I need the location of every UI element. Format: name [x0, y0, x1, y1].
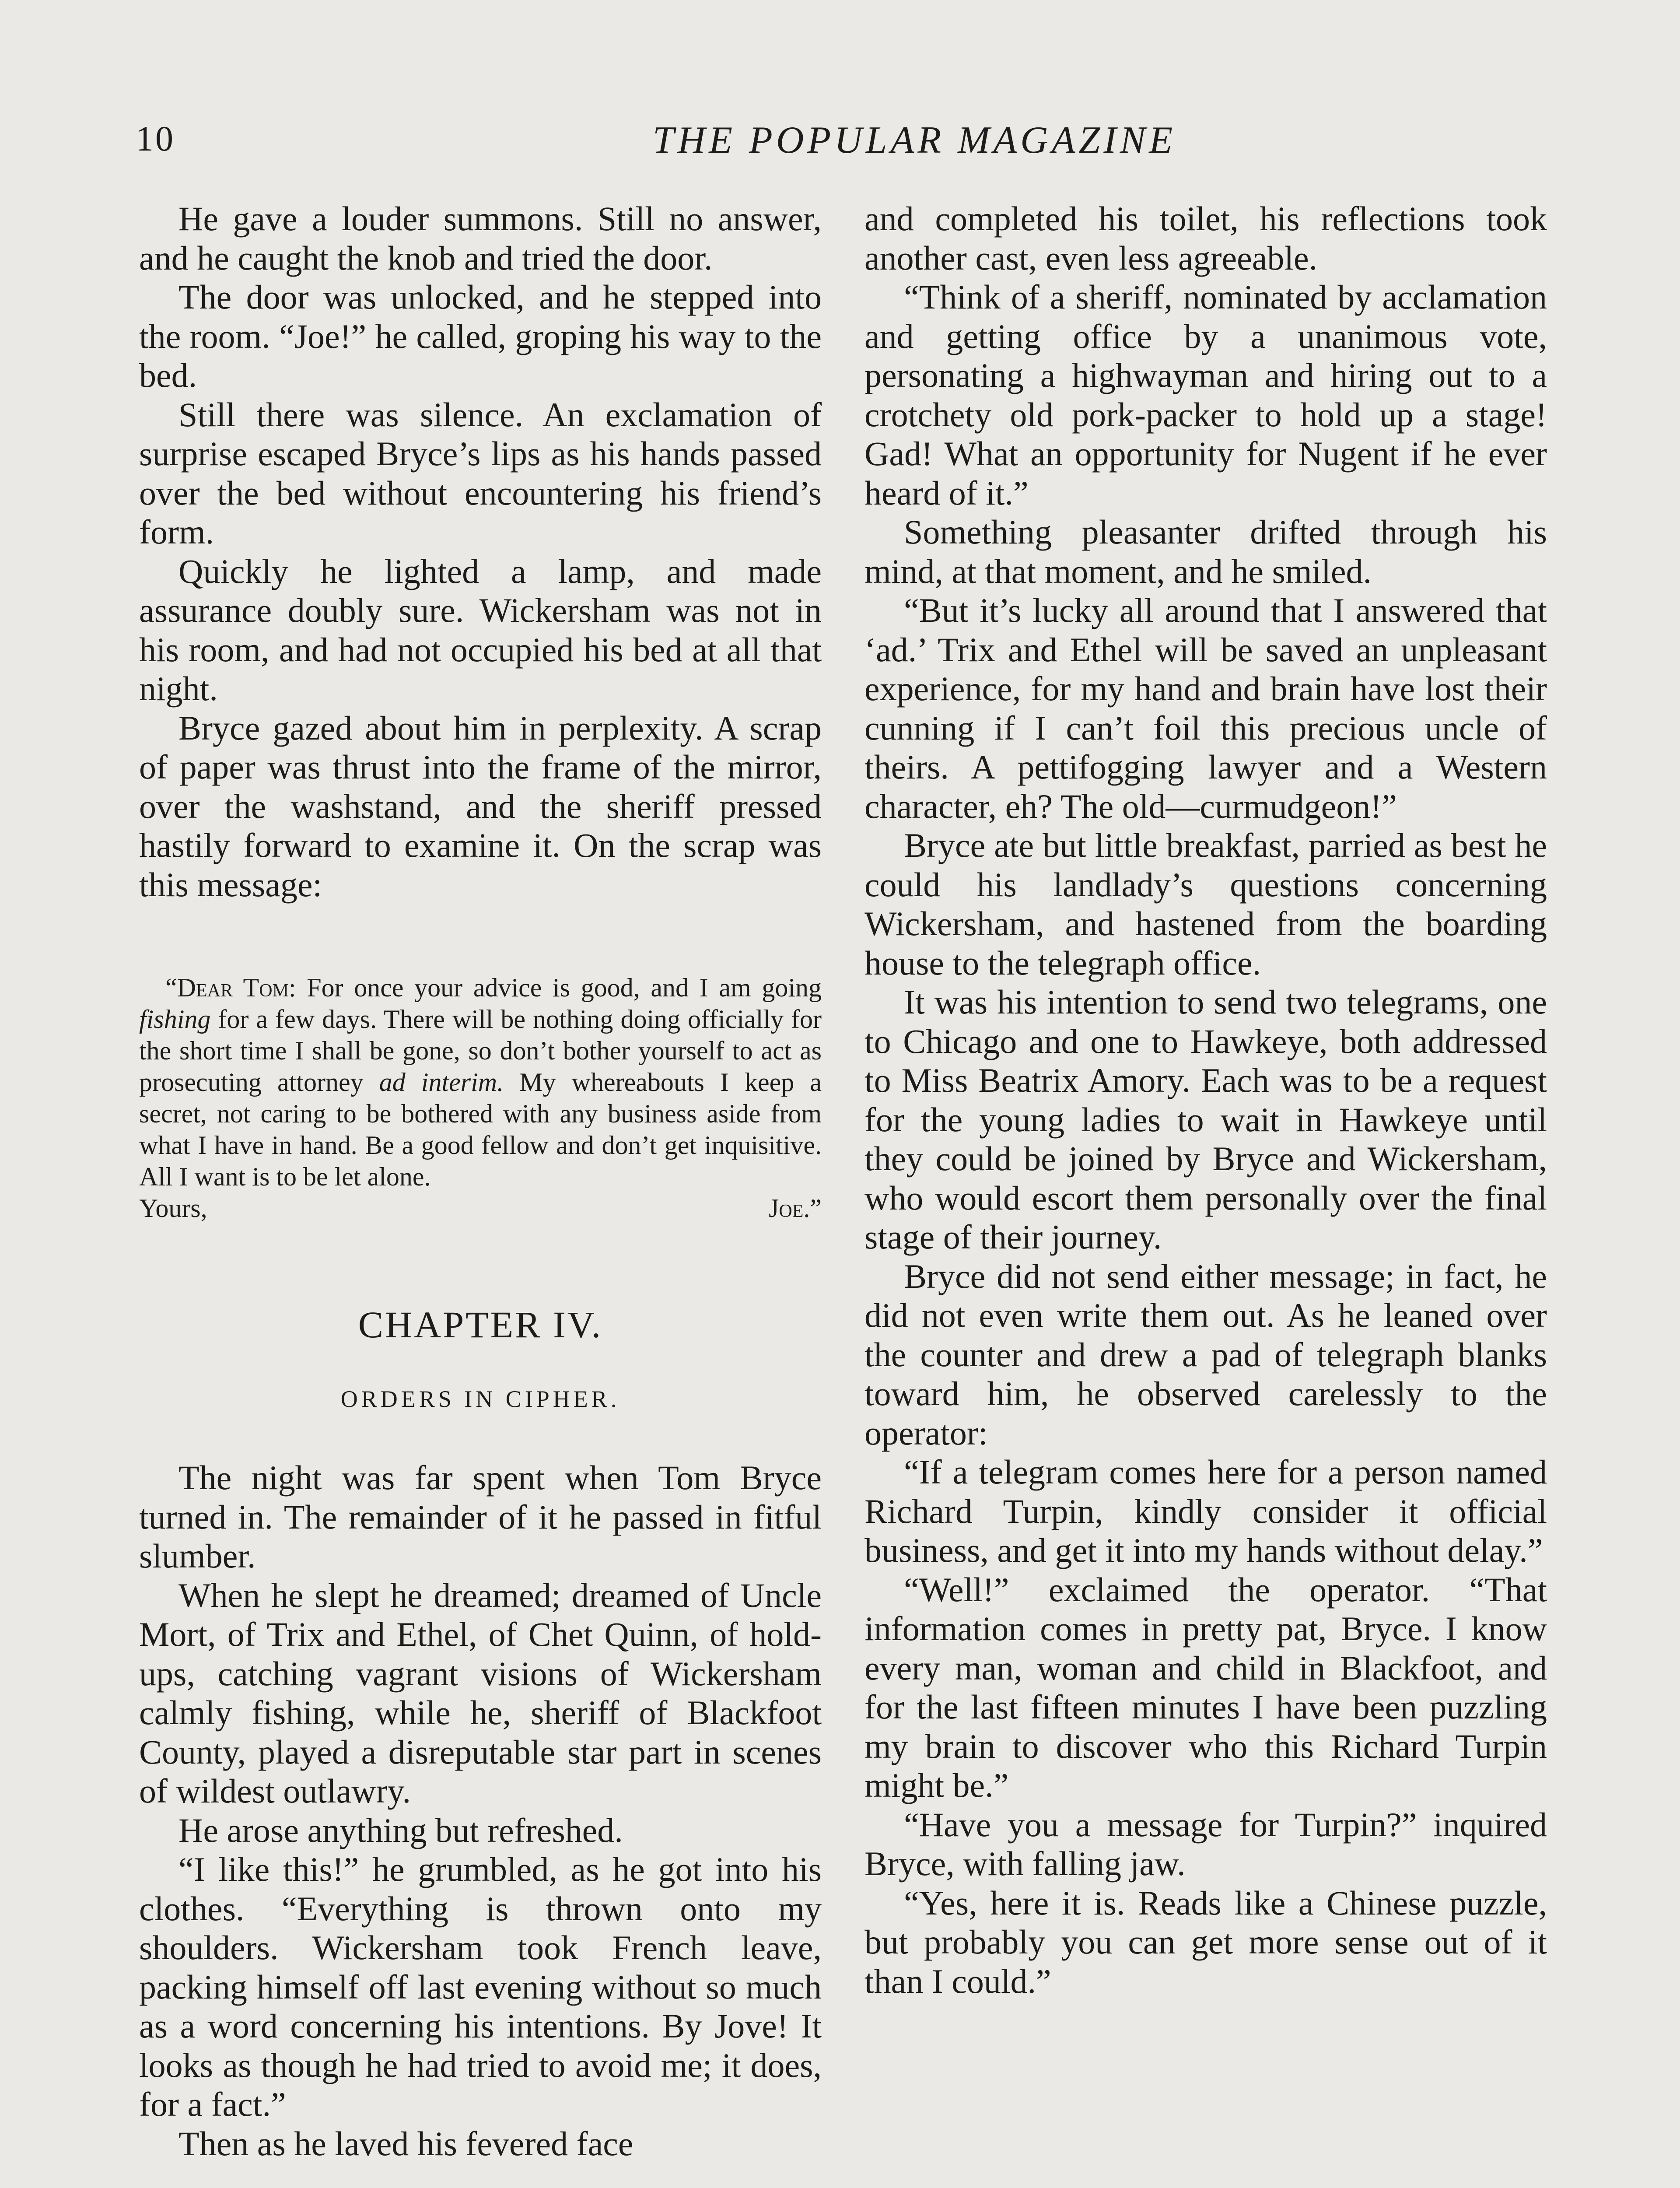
- paragraph: “If a telegram comes here for a person named Richard Turpin, kindly consider it official business, and get it into my hands without delay.”: [864, 1453, 1547, 1569]
- paragraph: He arose anything but refreshed.: [178, 1811, 623, 1849]
- letter-emphasis: fishing: [139, 1005, 211, 1034]
- paragraph: Quickly he lighted a lamp, and made assurance doubly sure. Wickersham was not in his room, and had not occupied his bed at all that night.: [139, 552, 822, 708]
- paragraph: Bryce gazed about him in perplexity. A scrap of paper was thrust into the frame of the mirror, over the washstand, and the sheriff pressed hastily forward to examine it. On the scrap was this message:: [139, 708, 822, 904]
- page-header: [136, 118, 1544, 179]
- paragraph: He gave a louder summons. Still no answer, and he caught the knob and tried the door.: [139, 200, 822, 277]
- letter-text: My whereabouts I keep a secret, not caring to be bothered with any business aside from what I have in hand. Be a good fellow and don’t get inquisitive. All I want is to be let alone.: [139, 1068, 822, 1191]
- letter-salutation: “Dear Tom:: [165, 973, 296, 1002]
- right-column: [864, 199, 1547, 2001]
- paragraph: “Think of a sheriff, nominated by acclamation and getting office by a unanimous vote, personating a highwayman and hiring out to a crotchety old pork-packer to hold up a stage! Gad! What an opportunity for Nugent if he ever heard of it.”: [864, 278, 1547, 512]
- paragraph: Bryce did not send either message; in fact, he did not even write them out. As he leaned over the counter and drew a pad of telegraph blanks toward him, he observed carelessly to the operator:: [864, 1257, 1547, 1452]
- paragraph: Still there was silence. An exclamation of surprise escaped Bryce’s lips as his hands passed over the bed without encountering his friend’s form.: [139, 395, 822, 551]
- paragraph-continuation: and completed his toilet, his reflections took another cast, even less agreeable.: [864, 200, 1547, 277]
- paragraph: The door was unlocked, and he stepped into the room. “Joe!” he called, groping his way to the bed.: [139, 278, 822, 394]
- letter-emphasis: ad interim.: [379, 1068, 504, 1097]
- left-column: [139, 199, 822, 2163]
- paragraph: Bryce ate but little breakfast, parried as best he could his landlady’s questions concerning Wickersham, and hastened from the boarding house to the telegraph office.: [864, 826, 1547, 982]
- letter-sign-off: [139, 1192, 822, 1224]
- paragraph: “Have you a message for Turpin?” inquired Bryce, with falling jaw.: [864, 1805, 1547, 1883]
- running-title: THE POPULAR MAGAZINE: [652, 119, 1176, 161]
- paragraph: “Yes, here it is. Reads like a Chinese puzzle, but probably you can get more sense out of it than I could.”: [864, 1883, 1547, 2000]
- quoted-letter: [139, 972, 822, 1224]
- paragraph: “Well!” exclaimed the operator. “That information comes in pretty pat, Bryce. I know every man, woman and child in Blackfoot, and for the last fifteen minutes I have been puzzling my brain to discover who this Richard Turpin might be.”: [864, 1570, 1547, 1804]
- chapter-subtitle: ORDERS IN CIPHER.: [340, 1386, 620, 1412]
- paragraph: The night was far spent when Tom Bryce turned in. The remainder of it he passed in fitful slumber.: [139, 1459, 822, 1575]
- letter-body: [139, 972, 822, 1192]
- letter-signature: Joe.”: [769, 1194, 822, 1223]
- letter-closing: Yours,: [139, 1194, 207, 1223]
- chapter-title: CHAPTER IV.: [358, 1304, 603, 1346]
- paragraph: “I like this!” he grumbled, as he got into his clothes. “Everything is thrown onto my shoulders. Wickersham took French leave, packing himself off last evening without so much as a word concerning his intentions. By Jove! It looks as though he had tried to avoid me; it does, for a fact.”: [139, 1850, 822, 2123]
- letter-text: For once your advice is good, and I am going: [307, 973, 822, 1002]
- letter-text: for a few days. There will be nothing doing officially for the short time I shall be gone, so don’t bother yourself to act as prosecuting attorney: [139, 1005, 822, 1097]
- paragraph: Something pleasanter drifted through his mind, at that moment, and he smiled.: [864, 513, 1547, 590]
- paragraph: “But it’s lucky all around that I answered that ‘ad.’ Trix and Ethel will be saved an unpleasant experience, for my hand and brain have lost their cunning if I can’t foil this precious uncle of theirs. A pettifogging lawyer and a Western character, eh? The old—curmudgeon!”: [864, 591, 1547, 825]
- paragraph: When he slept he dreamed; dreamed of Uncle Mort, of Trix and Ethel, of Chet Quinn, of hold-ups, catching vagrant visions of Wickersham calmly fishing, while he, sheriff of Blackfoot County, played a disreputable star part in scenes of wildest outlawry.: [139, 1576, 822, 1810]
- paragraph: Then as he laved his fevered face: [178, 2124, 634, 2163]
- page-number: 10: [136, 119, 175, 158]
- paragraph: It was his intention to send two telegrams, one to Chicago and one to Hawkeye, both addressed to Miss Beatrix Amory. Each was to be a request for the young ladies to wait in Hawkeye until they could be joined by Bryce and Wickersham, who would escort them personally over the final stage of their journey.: [864, 983, 1547, 1256]
